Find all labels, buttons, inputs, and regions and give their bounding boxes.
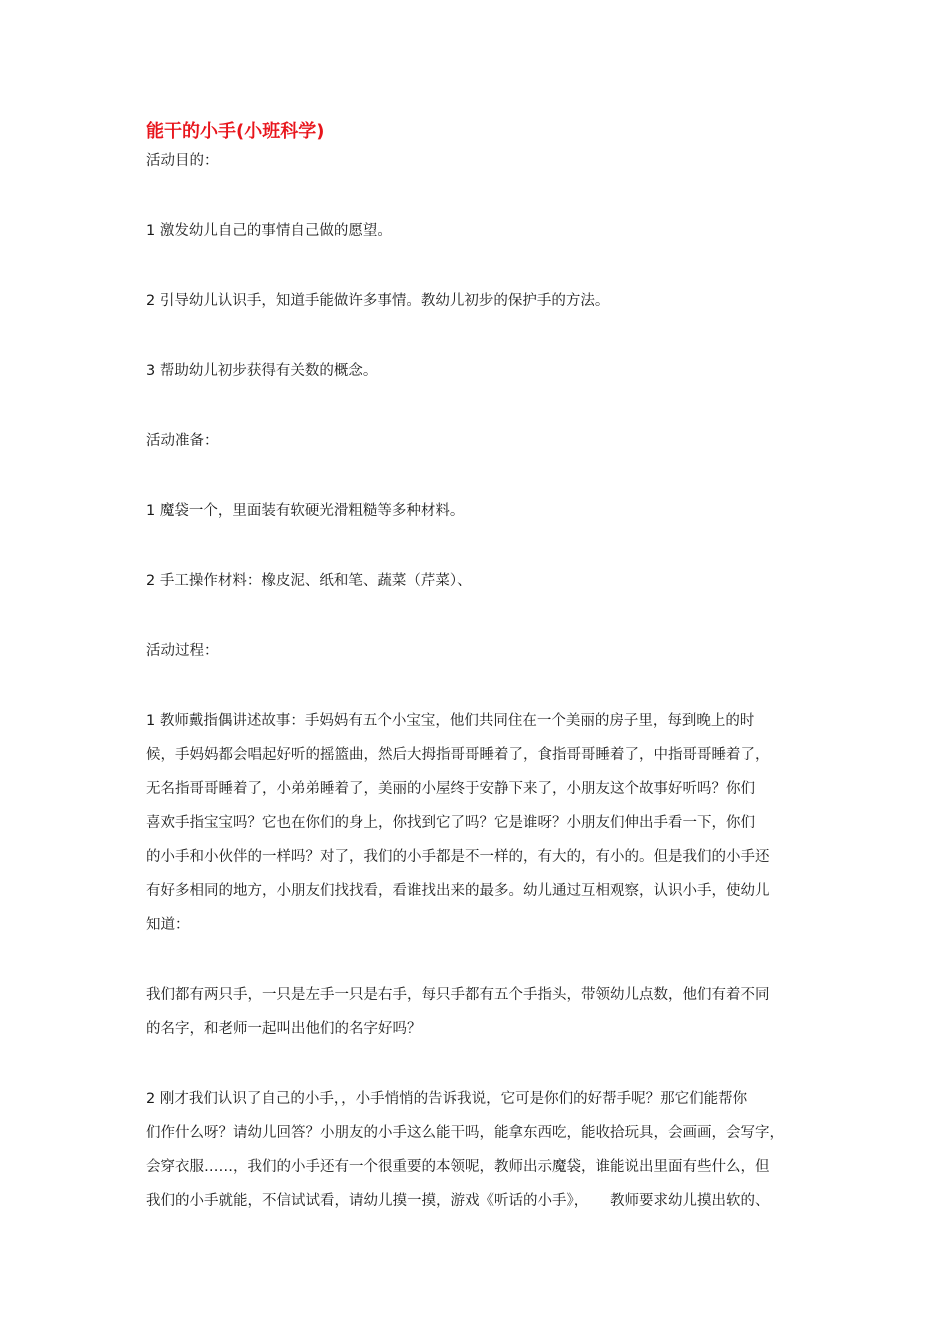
text-line: 们作什么呀？请幼儿回答？小朋友的小手这么能干吗，能拿东西吃，能收拾玩具，会画画，会写字， xyxy=(146,1125,784,1141)
prep-heading: 活动准备： xyxy=(146,433,219,449)
spacer xyxy=(146,248,816,284)
text-line: 的小手和小伙伴的一样吗？对了，我们的小手都是不一样的，有大的，有小的。但是我们的小手还 xyxy=(146,849,770,865)
goal-item-1: 1 激发幼儿自己的事情自己做的愿望。 xyxy=(146,223,392,239)
text-line: 知道： xyxy=(146,917,190,933)
text-line: 我们的小手就能，不信试试看，请幼儿摸一摸，游戏《听话的小手》， 教师要求幼儿摸出软的、 xyxy=(146,1193,770,1209)
text-line: 喜欢手指宝宝吗？它也在你们的身上，你找到它了吗？它是谁呀？小朋友们伸出手看一下，你们 xyxy=(146,815,755,831)
spacer xyxy=(146,388,816,424)
text-line: 1 教师戴指偶讲述故事：手妈妈有五个小宝宝，他们共同住在一个美丽的房子里，每到晚上的时 xyxy=(146,713,755,729)
text-line: 的名字，和老师一起叫出他们的名字好吗？ xyxy=(146,1021,422,1037)
process-heading: 活动过程： xyxy=(146,643,219,659)
text-line: 无名指哥哥睡着了，小弟弟睡着了，美丽的小屋终于安静下来了，小朋友这个故事好听吗？你们 xyxy=(146,781,755,797)
text-line: 我们都有两只手，一只是左手一只是右手，每只手都有五个手指头，带领幼儿点数，他们有着不同 xyxy=(146,987,770,1003)
spacer xyxy=(146,942,816,978)
process-step-1-continued xyxy=(146,978,816,1046)
process-step-2 xyxy=(146,1082,816,1218)
text-line: 候，手妈妈都会唱起好听的摇篮曲，然后大拇指哥哥睡着了，食指哥哥睡着了，中指哥哥睡着了， xyxy=(146,747,770,763)
prep-item-1: 1 魔袋一个，里面装有软硬光滑粗糙等多种材料。 xyxy=(146,503,465,519)
goal-item-2: 2 引导幼儿认识手，知道手能做许多事情。教幼儿初步的保护手的方法。 xyxy=(146,293,610,309)
spacer xyxy=(146,598,816,634)
spacer xyxy=(146,178,816,214)
spacer xyxy=(146,458,816,494)
document-title: 能干的小手(小班科学) xyxy=(146,121,325,142)
spacer xyxy=(146,318,816,354)
goal-item-3: 3 帮助幼儿初步获得有关数的概念。 xyxy=(146,363,378,379)
prep-item-2: 2 手工操作材料：橡皮泥、纸和笔、蔬菜（芹菜）、 xyxy=(146,573,472,589)
process-step-1 xyxy=(146,704,816,942)
spacer xyxy=(146,668,816,704)
spacer xyxy=(146,528,816,564)
text-line: 会穿衣服……，我们的小手还有一个很重要的本领呢，教师出示魔袋，谁能说出里面有些什么，但 xyxy=(146,1159,770,1175)
text-line: 2 刚才我们认识了自己的小手，，小手悄悄的告诉我说，它可是你们的好帮手呢？那它们能帮你 xyxy=(146,1091,748,1107)
text-line: 有好多相同的地方，小朋友们找找看，看谁找出来的最多。幼儿通过互相观察，认识小手，使幼儿 xyxy=(146,883,770,899)
spacer xyxy=(146,1046,816,1082)
goals-heading: 活动目的： xyxy=(146,153,219,169)
document-page xyxy=(146,120,816,1218)
